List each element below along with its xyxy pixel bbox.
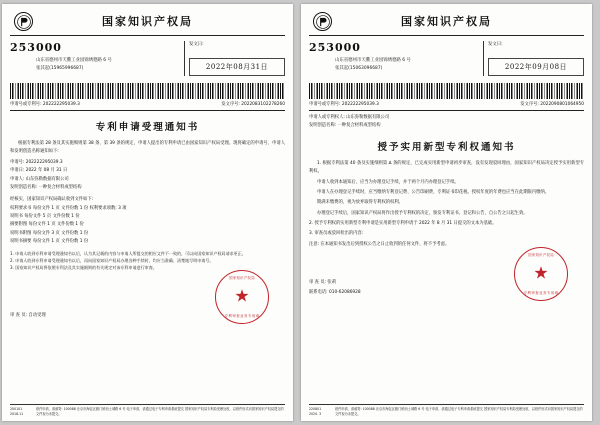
dispatch-number: 发文序号: 2022090801064950 xyxy=(520,102,584,107)
page-header xyxy=(10,10,285,36)
received-document-item: 摘要附图 每份文件 1 页 文件份数 1 份 xyxy=(10,222,84,228)
barcode xyxy=(309,83,584,99)
issue-date-label: 发文日: xyxy=(189,42,204,47)
application-number: 申请号或专利号: 202222295039.3 xyxy=(309,102,379,107)
seal-bottom-text: 专利审查业务专用章 xyxy=(523,290,559,295)
contact-phone-line: 联系电话: 010-62086928 xyxy=(309,290,361,296)
barcode xyxy=(10,83,285,99)
address-block xyxy=(309,41,584,76)
issue-date-value: 2022年08月31日 xyxy=(189,58,285,76)
body-paragraph: 申请人在办理登记手续时，应当缴纳专利登记费、公告印刷费、专利证书印花税。授权年度的年费也应当在此期限内缴纳。 xyxy=(317,189,550,195)
address-block xyxy=(10,41,285,76)
footer-code: 200101 xyxy=(10,406,23,411)
footer-code: 2018.11 xyxy=(10,411,24,416)
note-item: 3. 国家知识产权局将依照专利法及其实施细则的有关规定对该专利申请进行审查。 xyxy=(10,265,157,271)
body-paragraph: 注意: 在本通知书发出后到授权公告之日止收到的任何文件，将不予考虑。 xyxy=(309,241,450,247)
document-title: 专利申请受理通知书 xyxy=(95,122,200,133)
address-line: 山东省德州市天衢工业园锦绣德路 6 号 xyxy=(36,58,112,63)
body-paragraph: 1. 根据专利法第 40 条及实施细则第 ∆ 条的规定，已完成实用新型申请初步审查，没有发现驳回理由，国家知识产权局决定授予实用新型专利权。 xyxy=(309,160,584,175)
received-document-item: 权利要求书 每份文件 1 页 文件份数 1 份 权利要求项数: 3 项 xyxy=(10,205,127,211)
address-line: 山东省德州市天衢工业园锦绣德路 6 号 xyxy=(335,58,411,63)
body-paragraph: 3. 审查员或驳回检出的内容: xyxy=(309,231,364,237)
footer-code: 220801 xyxy=(309,406,322,411)
star-icon: ★ xyxy=(533,263,549,284)
notes-block xyxy=(10,250,285,272)
page-header xyxy=(309,10,584,36)
zip-code: 253000 xyxy=(309,41,361,54)
footer-code: 2020. 3 xyxy=(309,411,322,416)
body-paragraph: 根据专利法第 28 条及其实施细则第 38 条、第 39 条的规定，申请人提出的专利申请已由国家知识产权局受理。现将确定的申请号、申请人和发明创造名称通知如下: xyxy=(10,141,285,155)
body-paragraph: 申请人收到本通知后，应当为办理登记手续，并于两个月内办理登记手续。 xyxy=(317,179,459,185)
official-seal xyxy=(215,270,269,324)
issue-date-label: 发文日: xyxy=(488,42,503,47)
office-name: 国家知识产权局 xyxy=(102,15,193,28)
office-name: 国家知识产权局 xyxy=(401,15,492,28)
grant-notice-page xyxy=(301,4,592,421)
seal-bottom-text: 专利审查业务专用章 xyxy=(224,313,260,318)
dispatch-number: 发文序号: 2022083102278260 xyxy=(221,102,285,107)
note-item: 1. 申请人收到专利申请受理通知书以后，认为其记载的内容与申请人所提交的相应文件不一致的，可以向国家知识产权局请求更正。 xyxy=(10,250,246,256)
received-document-item: 说明书 每份文件 5 页 文件份数 1 份 xyxy=(10,214,80,219)
application-number: 申请号或专利号: 202222295039.3 xyxy=(10,102,80,107)
invention-name-line: 发明创造名称: 一种复合材料成型结构 xyxy=(10,184,82,190)
application-number-line: 申请号: 202222295039.3 xyxy=(10,159,63,165)
signature-block xyxy=(309,255,584,295)
application-date-line: 申请日: 2022 年 08 月 31 日 xyxy=(10,168,68,174)
issue-date-value: 2022年09月08日 xyxy=(488,58,584,76)
body-paragraph: 期满未缴费的，视为放弃取得专利权的权利。 xyxy=(317,200,403,206)
received-document-item: 说明书摘要 每份文件 1 页 文件份数 1 份 xyxy=(10,239,89,245)
page-footer xyxy=(309,404,584,417)
examiner-line: 审 查 员: 自动受理 xyxy=(10,312,46,318)
seal-top-text: 国家知识产权局 xyxy=(229,275,255,280)
note-item: 2. 申请人收到专利申请受理通知书以后，再向国家知识产权局办理各种手续时，均应当准确、清楚地写明申请号。 xyxy=(10,257,214,263)
star-icon: ★ xyxy=(234,286,250,307)
footer-text: 纸件申请，请邮寄: 100088 北京市海淀区蓟门桥西土城路 6 号 电子申请，请通过电子专利申请系统提交 国家知识产权局专利局受理处收，以纸件形式向国家知识产权局提交的文件视为未提交。 xyxy=(36,406,284,416)
applicant-line: 申请人: 山东弥勒数据有限公司 xyxy=(10,176,69,182)
received-documents-header: 经核实，国家知识产权局确认收到文件如下: xyxy=(10,197,94,203)
page-footer xyxy=(10,404,285,417)
acceptance-notice-page xyxy=(2,4,293,421)
official-seal xyxy=(514,247,568,301)
body-paragraph: 办理登记手续后，国家知识产权局将作出授予专利权的决定，颁发专利证书，登记和公告，自公告之日起生效。 xyxy=(317,210,528,216)
address-line: 张其起(15965996687) xyxy=(36,66,84,72)
cnipa-emblem-icon xyxy=(313,12,332,31)
invention-name-line: 发明创造名称: 一种复合材料成型结构 xyxy=(309,123,381,129)
received-document-item: 说明书附图 每份文件 3 页 文件份数 1 份 xyxy=(10,230,89,236)
document-title: 授予实用新型专利权通知书 xyxy=(377,141,516,153)
body-paragraph: 2. 授予专利权的实用新型专利申请是实用新型专利申请于 2022 年 8 月 31 日提交的文本为基础。 xyxy=(309,221,497,226)
seal-top-text: 国家知识产权局 xyxy=(528,253,554,258)
address-line: 张其起(15063096687) xyxy=(335,66,383,72)
examiner-line: 审 查 员: 张莉 xyxy=(309,280,337,286)
cnipa-emblem-icon xyxy=(14,12,33,31)
zip-code: 253000 xyxy=(10,41,62,54)
signature-block xyxy=(10,275,285,318)
footer-text: 纸件申请，请邮寄: 100088 北京市海淀区蓟门桥西土城路 6 号 电子申请，请通过电子专利申请系统提交 国家知识产权局专利局受理处收，以纸件形式向国家知识产权局提交的文件视为未提交。 xyxy=(335,406,583,416)
applicant-line: 申请人或专利权人: 山东弥勒数据有限公司 xyxy=(309,115,390,120)
